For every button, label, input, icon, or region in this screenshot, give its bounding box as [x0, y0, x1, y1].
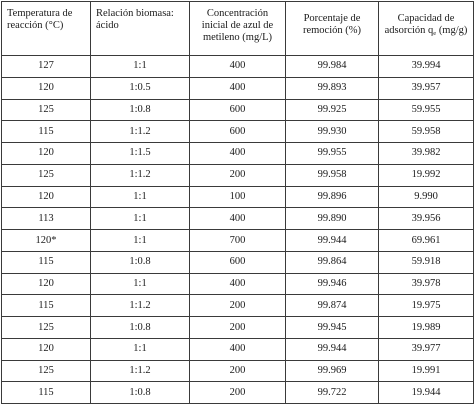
- data-table: [1, 1, 474, 404]
- concentration-cell: 400: [190, 338, 286, 360]
- header-concentration: [190, 2, 286, 56]
- capacity-cell: 19.992: [379, 164, 474, 186]
- removal-cell: 99.925: [286, 99, 379, 121]
- concentration-cell: 200: [190, 360, 286, 382]
- concentration-cell: 200: [190, 164, 286, 186]
- ratio-cell: 1:0.8: [91, 99, 190, 121]
- table-row: [2, 295, 474, 317]
- removal-cell: 99.958: [286, 164, 379, 186]
- concentration-cell: 200: [190, 382, 286, 404]
- removal-cell: 99.930: [286, 121, 379, 143]
- concentration-cell: 400: [190, 56, 286, 78]
- table-row: [2, 99, 474, 121]
- header-capacity: [379, 2, 474, 56]
- ratio-cell: 1:1: [91, 208, 190, 230]
- header-removal-line1: Porcentaje de: [303, 13, 361, 24]
- ratio-cell: 1:1.2: [91, 121, 190, 143]
- ratio-cell: 1:0.5: [91, 77, 190, 99]
- capacity-cell: 59.958: [379, 121, 474, 143]
- removal-cell: 99.893: [286, 77, 379, 99]
- header-temperature-line2: reacción (°C): [7, 20, 64, 31]
- temperature-cell: 120: [2, 143, 91, 165]
- removal-cell: 99.874: [286, 295, 379, 317]
- capacity-cell: 69.961: [379, 230, 474, 252]
- temperature-cell: 120: [2, 273, 91, 295]
- concentration-cell: 400: [190, 143, 286, 165]
- ratio-cell: 1:1.2: [91, 295, 190, 317]
- concentration-cell: 600: [190, 251, 286, 273]
- capacity-cell: 19.975: [379, 295, 474, 317]
- capacity-cell: 59.955: [379, 99, 474, 121]
- table-row: [2, 251, 474, 273]
- removal-cell: 99.896: [286, 186, 379, 208]
- concentration-cell: 700: [190, 230, 286, 252]
- removal-cell: 99.984: [286, 56, 379, 78]
- table-row: [2, 143, 474, 165]
- temperature-cell: 115: [2, 251, 91, 273]
- table-body: [2, 56, 474, 404]
- table-row: [2, 338, 474, 360]
- capacity-cell: 9.990: [379, 186, 474, 208]
- table-row: [2, 186, 474, 208]
- header-removal-line2: remoción (%): [302, 25, 362, 36]
- ratio-cell: 1:0.8: [91, 251, 190, 273]
- header-ratio-line1: Relación biomasa:: [96, 8, 174, 19]
- removal-cell: 99.969: [286, 360, 379, 382]
- table-header: [2, 2, 474, 56]
- header-temperature-line1: Temperatura de: [7, 8, 73, 19]
- temperature-cell: 120: [2, 186, 91, 208]
- concentration-cell: 200: [190, 295, 286, 317]
- header-concentration-line1: Concentración: [206, 8, 269, 19]
- ratio-cell: 1:1: [91, 56, 190, 78]
- temperature-cell: 115: [2, 382, 91, 404]
- table-row: [2, 382, 474, 404]
- capacity-cell: 39.977: [379, 338, 474, 360]
- temperature-cell: 115: [2, 295, 91, 317]
- ratio-cell: 1:1: [91, 186, 190, 208]
- concentration-cell: 400: [190, 77, 286, 99]
- ratio-cell: 1:1.2: [91, 360, 190, 382]
- capacity-cell: 39.957: [379, 77, 474, 99]
- header-capacity-line1: Capacidad de: [397, 13, 455, 24]
- ratio-cell: 1:1.5: [91, 143, 190, 165]
- table-row: [2, 56, 474, 78]
- ratio-cell: 1:1: [91, 230, 190, 252]
- removal-cell: 99.944: [286, 338, 379, 360]
- removal-cell: 99.722: [286, 382, 379, 404]
- temperature-cell: 120*: [2, 230, 91, 252]
- removal-cell: 99.890: [286, 208, 379, 230]
- temperature-cell: 120: [2, 338, 91, 360]
- ratio-cell: 1:0.8: [91, 382, 190, 404]
- temperature-cell: 115: [2, 121, 91, 143]
- temperature-cell: 113: [2, 208, 91, 230]
- capacity-cell: 39.956: [379, 208, 474, 230]
- ratio-cell: 1:1.2: [91, 164, 190, 186]
- temperature-cell: 127: [2, 56, 91, 78]
- table-row: [2, 77, 474, 99]
- header-temperature: [2, 2, 91, 56]
- temperature-cell: 125: [2, 164, 91, 186]
- concentration-cell: 600: [190, 99, 286, 121]
- temperature-cell: 125: [2, 317, 91, 339]
- temperature-cell: 125: [2, 360, 91, 382]
- header-ratio-line2: ácido: [96, 20, 119, 31]
- header-row: [2, 2, 474, 56]
- header-capacity-line2-unit: (mg/g): [436, 25, 468, 36]
- table-row: [2, 208, 474, 230]
- table-row: [2, 164, 474, 186]
- capacity-cell: 39.994: [379, 56, 474, 78]
- concentration-cell: 600: [190, 121, 286, 143]
- header-removal: [286, 2, 379, 56]
- header-capacity-subscript: e: [433, 30, 437, 37]
- ratio-cell: 1:0.8: [91, 317, 190, 339]
- table-row: [2, 273, 474, 295]
- ratio-cell: 1:1: [91, 273, 190, 295]
- ratio-cell: 1:1: [91, 338, 190, 360]
- temperature-cell: 125: [2, 99, 91, 121]
- table-row: [2, 317, 474, 339]
- table-row: [2, 230, 474, 252]
- capacity-cell: 39.978: [379, 273, 474, 295]
- capacity-cell: 39.982: [379, 143, 474, 165]
- capacity-cell: 19.991: [379, 360, 474, 382]
- concentration-cell: 100: [190, 186, 286, 208]
- capacity-cell: 19.944: [379, 382, 474, 404]
- header-ratio: [91, 2, 190, 56]
- table-row: [2, 121, 474, 143]
- temperature-cell: 120: [2, 77, 91, 99]
- concentration-cell: 400: [190, 208, 286, 230]
- capacity-cell: 19.989: [379, 317, 474, 339]
- header-concentration-line2: inicial de azul de: [201, 20, 274, 31]
- header-concentration-line3: metileno (mg/L): [202, 32, 273, 43]
- removal-cell: 99.946: [286, 273, 379, 295]
- removal-cell: 99.864: [286, 251, 379, 273]
- header-capacity-line2: [379, 25, 473, 40]
- capacity-cell: 59.918: [379, 251, 474, 273]
- removal-cell: 99.955: [286, 143, 379, 165]
- table-row: [2, 360, 474, 382]
- concentration-cell: 400: [190, 273, 286, 295]
- header-capacity-line2-text: adsorción q: [384, 25, 434, 36]
- concentration-cell: 200: [190, 317, 286, 339]
- removal-cell: 99.944: [286, 230, 379, 252]
- removal-cell: 99.945: [286, 317, 379, 339]
